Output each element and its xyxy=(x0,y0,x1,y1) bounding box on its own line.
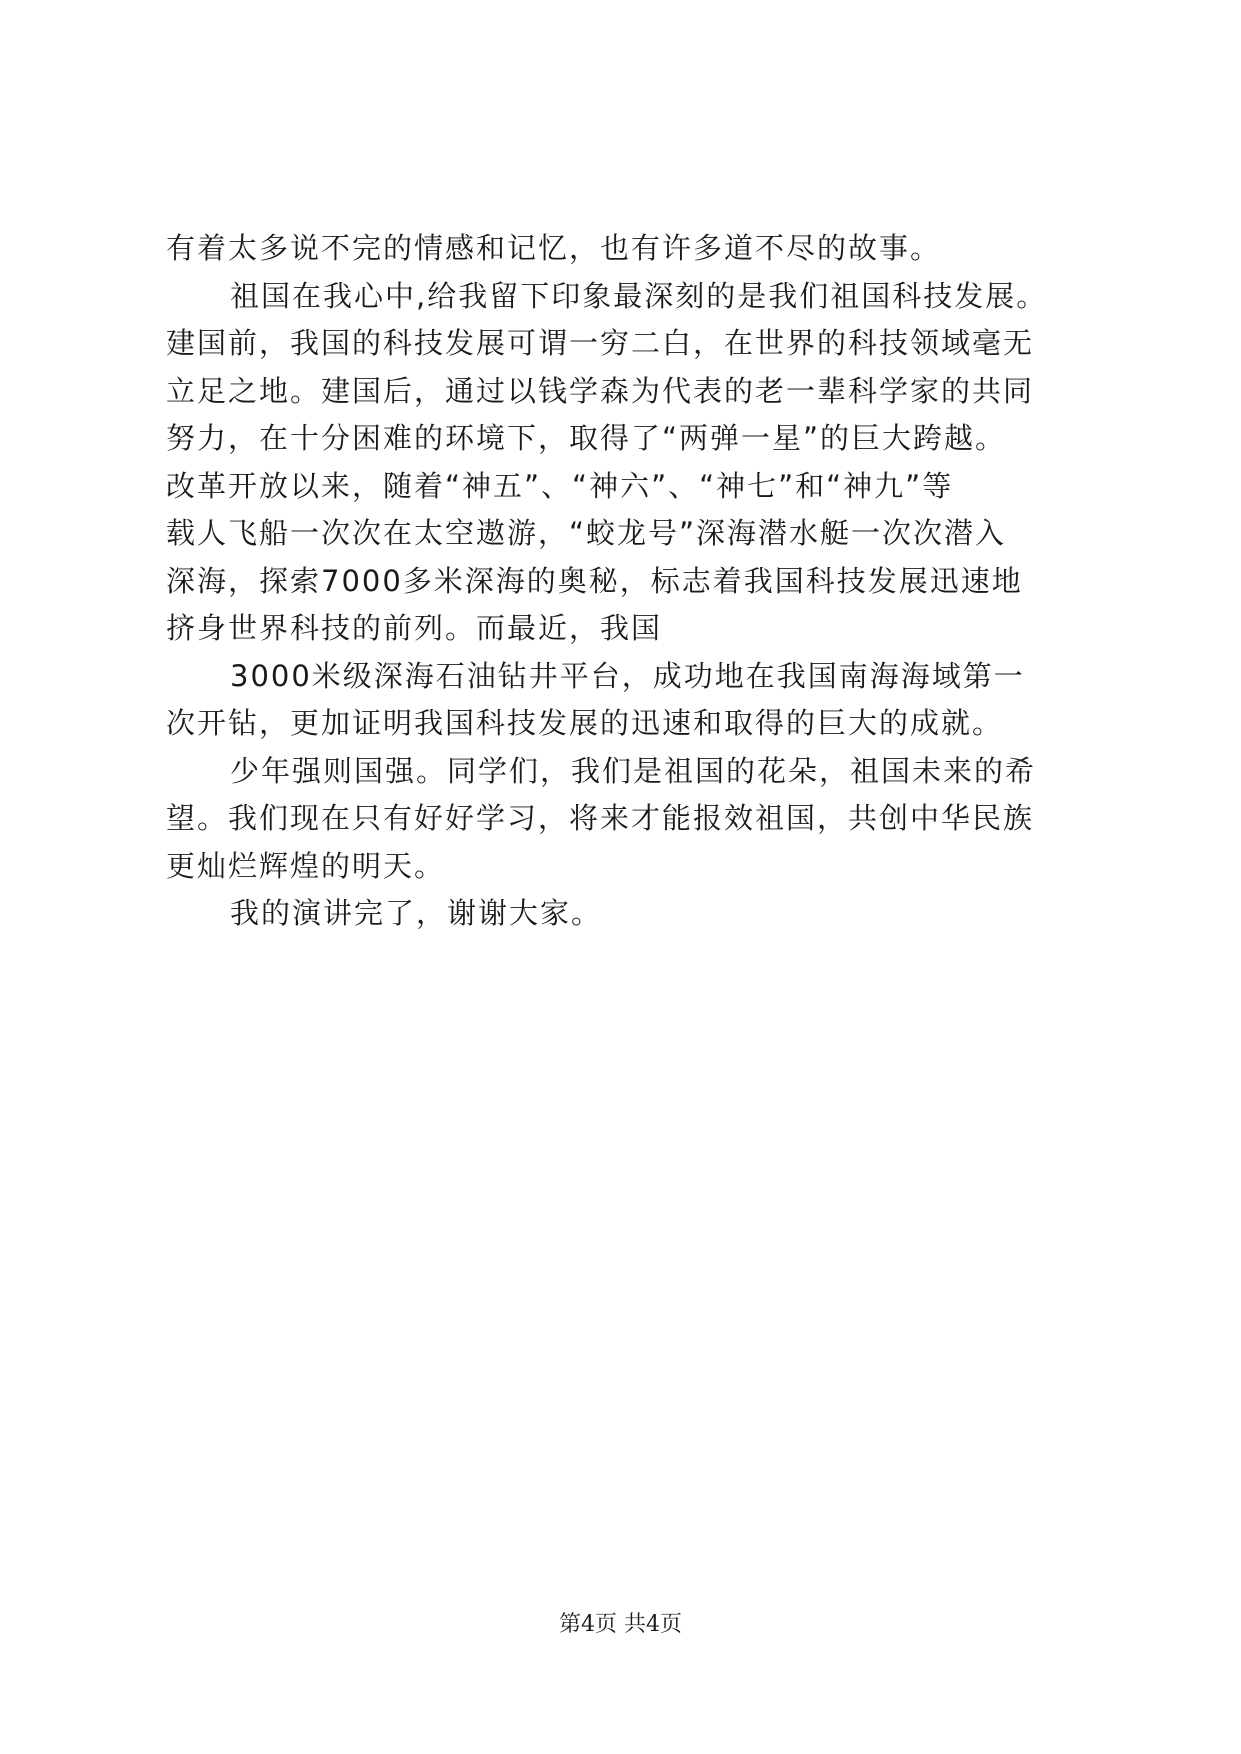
text-line-4: 立足之地。建国后，通过以钱学森为代表的老一辈科学家的共同 xyxy=(166,373,1035,408)
text-line-11: 次开钻，更加证明我国科技发展的迅速和取得的巨大的成就。 xyxy=(166,706,1004,740)
text-line-10: 3000米级深海石油钻井平台，成功地在我国南海海域第一 xyxy=(230,658,1025,693)
text-line-15: 我的演讲完了，谢谢大家。 xyxy=(230,896,603,930)
text-line-1: 有着太多说不完的情感和记忆，也有许多道不尽的故事。 xyxy=(166,231,942,265)
document-body xyxy=(166,225,1126,938)
text-line-3: 建国前，我国的科技发展可谓一穷二白，在世界的科技领域毫无 xyxy=(166,326,1035,360)
page-number-footer: 第4页 共4页 xyxy=(559,1612,682,1637)
text-line-12: 少年强则国强。同学们，我们是祖国的花朵，祖国未来的希 xyxy=(230,753,1037,788)
text-line-5: 努力，在十分困难的环境下，取得了“两弹一星”的巨大跨越。 xyxy=(166,421,1007,455)
text-line-7: 载人飞船一次次在太空遨游，“蛟龙号”深海潜水艇一次次潜入 xyxy=(166,516,1007,550)
text-line-13: 望。我们现在只有好好学习，将来才能报效祖国，共创中华民族 xyxy=(166,801,1035,835)
text-line-2: 祖国在我心中,给我留下印象最深刻的是我们祖国科技发展。 xyxy=(230,278,1048,313)
text-line-6: 改革开放以来，随着“神五”、“神六”、“神七”和“神九”等 xyxy=(166,468,954,503)
text-line-9: 挤身世界科技的前列。而最近，我国 xyxy=(166,611,663,645)
text-line-14: 更灿烂辉煌的明天。 xyxy=(166,848,446,883)
text-line-8: 深海，探索7000多米深海的奥秘，标志着我国科技发展迅速地 xyxy=(166,563,1023,598)
